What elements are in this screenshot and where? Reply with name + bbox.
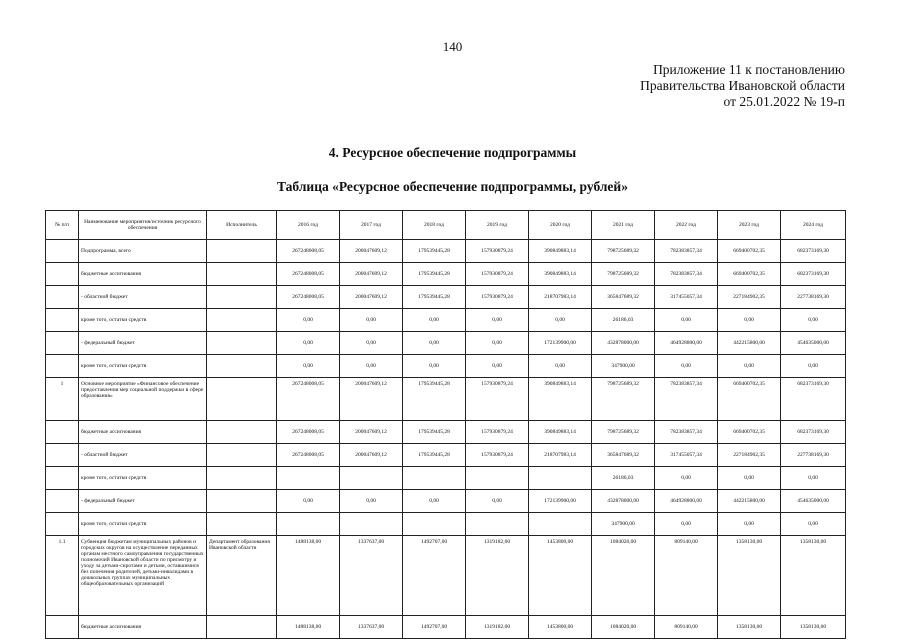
row-name-cell: бюджетные ассигнования — [79, 263, 207, 286]
row-executor-cell — [207, 421, 277, 444]
value-cell: 365847689,32 — [592, 444, 655, 467]
value-cell: 0,00 — [277, 309, 340, 332]
value-cell: 317455057,34 — [655, 444, 718, 467]
section-title: 4. Ресурсное обеспечение подпрограммы — [328, 145, 577, 160]
value-cell: 1337637,00 — [340, 616, 403, 639]
value-cell — [466, 513, 529, 536]
value-cell: 267248008,05 — [277, 378, 340, 421]
row-executor-cell — [207, 286, 277, 309]
row-name-cell: бюджетные ассигнования — [79, 421, 207, 444]
value-cell: 1319182,00 — [466, 616, 529, 639]
row-index-cell: 1.1 — [46, 536, 79, 616]
value-cell: 682373169,30 — [781, 378, 846, 421]
value-cell: 682373169,30 — [781, 240, 846, 263]
table-row — [46, 309, 846, 332]
header-cell: № п/п — [46, 211, 79, 240]
value-cell: 1084020,00 — [592, 616, 655, 639]
value-cell: 172139900,00 — [529, 332, 592, 355]
table-row — [46, 355, 846, 378]
value-cell: 464928800,00 — [655, 332, 718, 355]
value-cell: 0,00 — [781, 355, 846, 378]
value-cell: 200047609,12 — [340, 286, 403, 309]
table-header-row — [46, 211, 846, 240]
value-cell — [466, 467, 529, 490]
value-cell: 0,00 — [277, 332, 340, 355]
table-title: Таблица «Ресурсное обеспечение подпрограммы, рублей» — [277, 179, 628, 194]
header-cell: 2017 год — [340, 211, 403, 240]
row-index-cell — [46, 332, 79, 355]
appendix-reference — [640, 62, 845, 110]
value-cell: 0,00 — [718, 309, 781, 332]
row-index-cell — [46, 240, 79, 263]
value-cell: 267248008,05 — [277, 286, 340, 309]
header-cell: 2019 год — [466, 211, 529, 240]
value-cell: 809140,00 — [655, 536, 718, 616]
value-cell: 157930879,24 — [466, 421, 529, 444]
row-index-cell — [46, 444, 79, 467]
table-row — [46, 240, 846, 263]
value-cell: 1453800,00 — [529, 536, 592, 616]
value-cell: 1358130,00 — [781, 616, 846, 639]
row-index-cell — [46, 355, 79, 378]
header-cell: 2018 год — [403, 211, 466, 240]
row-index-cell — [46, 616, 79, 639]
value-cell: 669400702,35 — [718, 263, 781, 286]
value-cell: 157930879,24 — [466, 444, 529, 467]
page-number: 140 — [442, 39, 463, 54]
table-row — [46, 378, 846, 421]
row-name-cell: - федеральный бюджет — [79, 490, 207, 513]
value-cell: 179539445,28 — [403, 421, 466, 444]
row-name-cell: - федеральный бюджет — [79, 332, 207, 355]
value-cell: 0,00 — [655, 309, 718, 332]
value-cell — [340, 467, 403, 490]
value-cell: 200047609,12 — [340, 240, 403, 263]
value-cell: 0,00 — [403, 490, 466, 513]
value-cell: 0,00 — [655, 513, 718, 536]
row-index-cell — [46, 263, 79, 286]
value-cell: 267248008,05 — [277, 444, 340, 467]
value-cell: 454635000,00 — [781, 332, 846, 355]
value-cell: 0,00 — [403, 309, 466, 332]
appendix-line-1: Приложение 11 к постановлению — [653, 62, 845, 77]
value-cell: 798725689,32 — [592, 240, 655, 263]
value-cell: 218707983,14 — [529, 286, 592, 309]
value-cell: 0,00 — [403, 332, 466, 355]
row-name-cell: Субвенция бюджетам муниципальных районов и городских округов на осуществление переданных органам местного самоуправления государственных полномочий Ивановской области по присмотру и уходу за детьми-сиротами и детьми, оставшимися без попечения родителей, детьми-инвалидами в дошкольных группах муниципальных общеобразовательных организаций — [79, 536, 207, 616]
value-cell: 26186,03 — [592, 309, 655, 332]
value-cell — [277, 513, 340, 536]
row-executor-cell — [207, 467, 277, 490]
row-executor-cell — [207, 490, 277, 513]
row-index-cell: 1 — [46, 378, 79, 421]
resource-table — [45, 210, 846, 639]
header-cell: 2022 год — [655, 211, 718, 240]
value-cell: 200047609,12 — [340, 444, 403, 467]
value-cell: 157930879,24 — [466, 263, 529, 286]
value-cell: 157930879,24 — [466, 378, 529, 421]
value-cell: 1358130,00 — [718, 616, 781, 639]
value-cell: 1453800,00 — [529, 616, 592, 639]
value-cell: 782383857,34 — [655, 421, 718, 444]
row-executor-cell — [207, 240, 277, 263]
row-executor-cell — [207, 444, 277, 467]
table-row — [46, 263, 846, 286]
value-cell: 1319182,00 — [466, 536, 529, 616]
value-cell: 0,00 — [340, 490, 403, 513]
value-cell: 227738169,30 — [781, 444, 846, 467]
value-cell: 390849883,14 — [529, 263, 592, 286]
value-cell: 0,00 — [466, 332, 529, 355]
row-name-cell: Основное мероприятие «Финансовое обеспечение предоставления мер социальной поддержки в сфере образования» — [79, 378, 207, 421]
row-executor-cell — [207, 513, 277, 536]
table-row — [46, 513, 846, 536]
value-cell: 200047609,12 — [340, 421, 403, 444]
value-cell: 0,00 — [718, 355, 781, 378]
value-cell: 0,00 — [529, 309, 592, 332]
value-cell: 179539445,28 — [403, 444, 466, 467]
value-cell: 347900,00 — [592, 355, 655, 378]
value-cell: 0,00 — [277, 490, 340, 513]
value-cell — [529, 467, 592, 490]
value-cell: 179539445,28 — [403, 263, 466, 286]
value-cell — [403, 513, 466, 536]
value-cell: 179539445,28 — [403, 240, 466, 263]
row-name-cell: бюджетные ассигнования — [79, 616, 207, 639]
table-row — [46, 490, 846, 513]
value-cell — [403, 467, 466, 490]
header-cell: 2020 год — [529, 211, 592, 240]
value-cell: 0,00 — [340, 355, 403, 378]
value-cell: 390849883,14 — [529, 421, 592, 444]
value-cell: 0,00 — [403, 355, 466, 378]
value-cell: 432878000,00 — [592, 332, 655, 355]
value-cell: 200047609,12 — [340, 263, 403, 286]
value-cell: 267248008,05 — [277, 421, 340, 444]
header-cell: Наименование мероприятия/источник ресурсного обеспечения — [79, 211, 207, 240]
value-cell — [277, 467, 340, 490]
header-cell: 2021 год — [592, 211, 655, 240]
value-cell: 0,00 — [529, 355, 592, 378]
appendix-line-2: Правительства Ивановской области — [640, 78, 845, 93]
value-cell: 179539445,28 — [403, 378, 466, 421]
value-cell: 0,00 — [718, 513, 781, 536]
value-cell: 1492707,00 — [403, 536, 466, 616]
value-cell: 798725689,32 — [592, 421, 655, 444]
row-executor-cell: Департамент образования Ивановской области — [207, 536, 277, 616]
value-cell: 782383857,34 — [655, 263, 718, 286]
value-cell — [340, 513, 403, 536]
row-index-cell — [46, 286, 79, 309]
value-cell: 227184902,35 — [718, 444, 781, 467]
value-cell: 1488138,00 — [277, 536, 340, 616]
header-cell: Исполнитель — [207, 211, 277, 240]
value-cell: 1358130,00 — [718, 536, 781, 616]
value-cell: 1492707,00 — [403, 616, 466, 639]
table-row — [46, 286, 846, 309]
table-row — [46, 421, 846, 444]
table-row — [46, 616, 846, 639]
value-cell: 347900,00 — [592, 513, 655, 536]
row-index-cell — [46, 513, 79, 536]
value-cell: 26186,03 — [592, 467, 655, 490]
table-row — [46, 536, 846, 616]
value-cell: 798725689,32 — [592, 263, 655, 286]
value-cell: 0,00 — [277, 355, 340, 378]
value-cell: 454635000,00 — [781, 490, 846, 513]
value-cell: 267248008,05 — [277, 240, 340, 263]
value-cell: 464928800,00 — [655, 490, 718, 513]
value-cell: 0,00 — [466, 355, 529, 378]
value-cell: 157930879,24 — [466, 286, 529, 309]
value-cell: 1337637,00 — [340, 536, 403, 616]
value-cell: 432878000,00 — [592, 490, 655, 513]
row-name-cell: - областной бюджет — [79, 444, 207, 467]
value-cell — [529, 513, 592, 536]
value-cell: 1358130,00 — [781, 536, 846, 616]
value-cell: 0,00 — [781, 467, 846, 490]
value-cell: 682373169,30 — [781, 421, 846, 444]
value-cell: 669400702,35 — [718, 378, 781, 421]
value-cell: 782383857,34 — [655, 240, 718, 263]
row-executor-cell — [207, 332, 277, 355]
value-cell: 390849883,14 — [529, 240, 592, 263]
table-row — [46, 467, 846, 490]
value-cell: 0,00 — [340, 332, 403, 355]
row-executor-cell — [207, 378, 277, 421]
value-cell: 669400702,35 — [718, 240, 781, 263]
header-cell: 2023 год — [718, 211, 781, 240]
value-cell: 0,00 — [781, 309, 846, 332]
value-cell: 390849883,14 — [529, 378, 592, 421]
value-cell: 0,00 — [466, 309, 529, 332]
row-executor-cell — [207, 263, 277, 286]
value-cell: 1488138,00 — [277, 616, 340, 639]
value-cell: 267248008,05 — [277, 263, 340, 286]
row-name-cell: кроме того, остатки средств — [79, 355, 207, 378]
row-name-cell: - областной бюджет — [79, 286, 207, 309]
value-cell: 0,00 — [466, 490, 529, 513]
header-cell: 2016 год — [277, 211, 340, 240]
row-name-cell: кроме того, остатки средств — [79, 309, 207, 332]
header-cell: 2024 год — [781, 211, 846, 240]
value-cell: 218707983,14 — [529, 444, 592, 467]
value-cell: 798725689,32 — [592, 378, 655, 421]
value-cell: 782383857,34 — [655, 378, 718, 421]
value-cell: 669400702,35 — [718, 421, 781, 444]
value-cell: 442215800,00 — [718, 332, 781, 355]
value-cell: 0,00 — [655, 355, 718, 378]
value-cell: 227184902,35 — [718, 286, 781, 309]
value-cell: 157930879,24 — [466, 240, 529, 263]
value-cell: 0,00 — [340, 309, 403, 332]
row-executor-cell — [207, 616, 277, 639]
value-cell: 179539445,28 — [403, 286, 466, 309]
row-index-cell — [46, 421, 79, 444]
row-name-cell: кроме того, остатки средств — [79, 467, 207, 490]
value-cell: 1084020,00 — [592, 536, 655, 616]
value-cell: 0,00 — [655, 467, 718, 490]
value-cell: 227738169,30 — [781, 286, 846, 309]
row-executor-cell — [207, 355, 277, 378]
value-cell: 200047609,12 — [340, 378, 403, 421]
value-cell: 809140,00 — [655, 616, 718, 639]
row-index-cell — [46, 309, 79, 332]
row-name-cell: кроме того, остатки средств — [79, 513, 207, 536]
value-cell: 442215800,00 — [718, 490, 781, 513]
value-cell: 0,00 — [781, 513, 846, 536]
table-row — [46, 444, 846, 467]
value-cell: 317455057,34 — [655, 286, 718, 309]
value-cell: 0,00 — [718, 467, 781, 490]
row-executor-cell — [207, 309, 277, 332]
row-index-cell — [46, 490, 79, 513]
value-cell: 682373169,30 — [781, 263, 846, 286]
value-cell: 365847689,32 — [592, 286, 655, 309]
appendix-line-3: от 25.01.2022 № 19-п — [723, 94, 845, 109]
value-cell: 172139900,00 — [529, 490, 592, 513]
row-name-cell: Подпрограмма, всего — [79, 240, 207, 263]
row-index-cell — [46, 467, 79, 490]
table-row — [46, 332, 846, 355]
